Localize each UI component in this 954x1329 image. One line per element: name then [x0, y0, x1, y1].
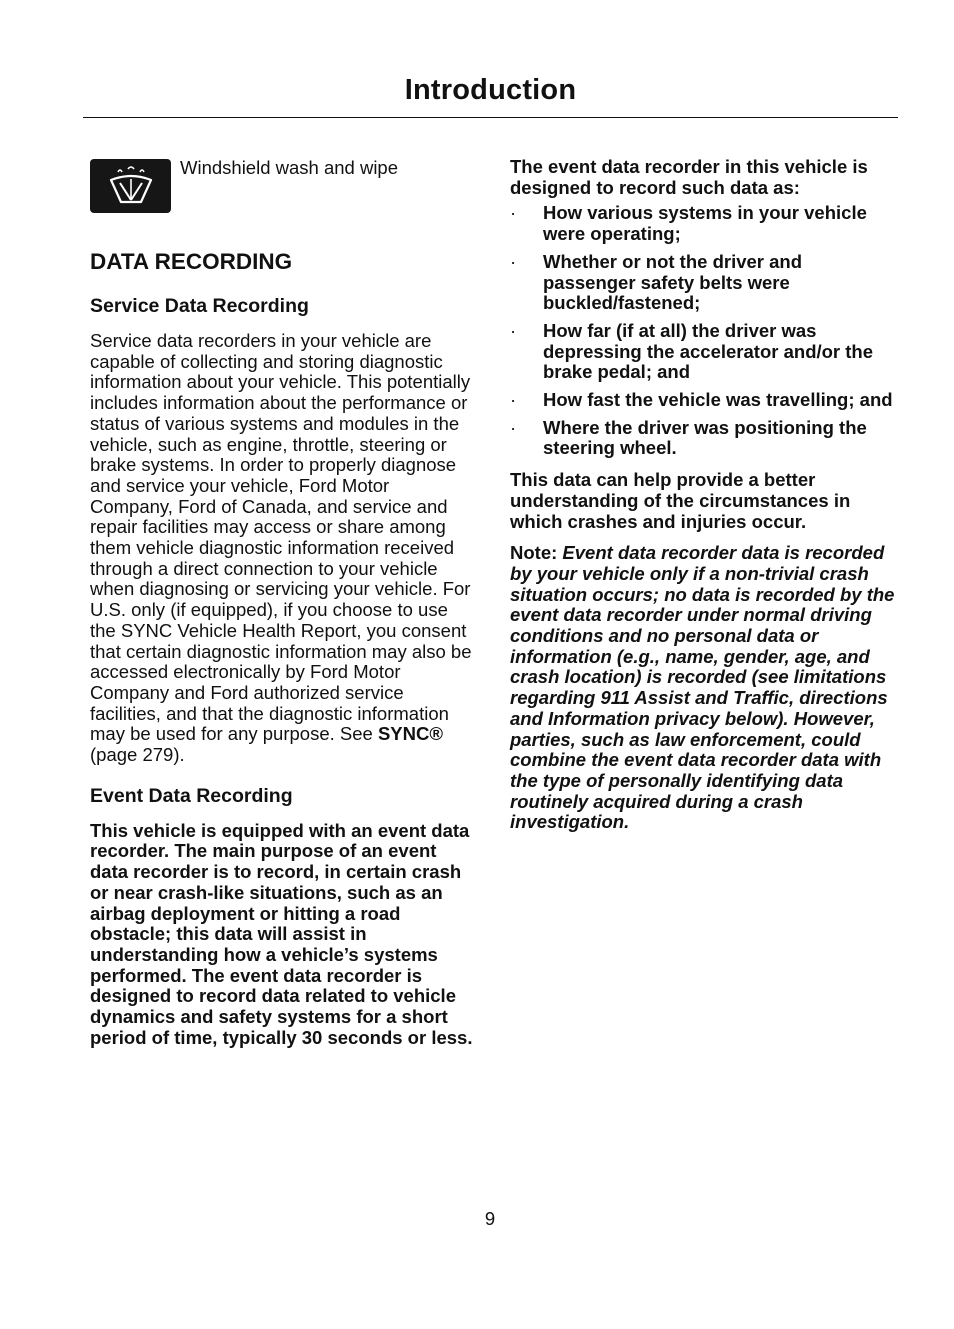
subheading-service-data-recording: Service Data Recording [90, 295, 309, 317]
list-item-text: How far (if at all) the driver was depressing the accelerator and/or the brake pedal; and [543, 319, 874, 383]
left-column [90, 156, 474, 1049]
sync-reference-link[interactable]: SYNC® [377, 723, 443, 745]
right-column [510, 156, 896, 833]
header-divider [83, 117, 898, 118]
page-number: 9 [484, 1208, 496, 1229]
bullet-marker: · [510, 250, 517, 272]
bullet-marker: · [510, 202, 517, 224]
windshield-wash-wipe-icon [90, 159, 171, 213]
list-item [510, 321, 896, 383]
note-label: Note: [510, 542, 558, 564]
list-item-text: How various systems in your vehicle were operating; [543, 202, 867, 245]
list-item-text: How fast the vehicle was travelling; and [543, 389, 893, 411]
symbol-row [90, 156, 474, 216]
note-text: Event data recorder data is recorded by your vehicle only if a non-trivial crash situation occurs; no data is recorded by the event data recorder under normal driving conditions and no personal data or information (e.g., name, gender, age, and crash location) is recorded (see limitations regarding 911 Assist and Traffic, directions and Information privacy below). However, parties, such as law enforcement, could combine the event data recorder data with the type of personally identifying data routinely acquired during a crash investigation. [510, 542, 895, 833]
list-item [510, 203, 896, 244]
event-data-paragraph: This vehicle is equipped with an event data recorder. The main purpose of an event data recorder is to record, in certain crash or near crash-like situations, such as an airbag deployment or hitting a road obstacle; this data will assist in understanding how a vehicle’s systems performed. The event data recorder is designed to record data related to vehicle dynamics and safety systems for a short period of time, typically 30 seconds or less. [90, 819, 473, 1048]
event-recorder-intro: The event data recorder in this vehicle is designed to record such data as: [510, 156, 868, 198]
bullet-marker: · [510, 319, 517, 341]
bullet-marker: · [510, 389, 517, 411]
list-item [510, 252, 896, 314]
list-item [510, 390, 896, 411]
service-data-paragraph [90, 331, 474, 766]
service-data-text: Service data recorders in your vehicle are capable of collecting and storing diagnostic information about your vehicle. This potentially includes information about the performance or status of various systems and modules in the vehicle, such as engine, throttle, steering or brake systems. In order to properly diagnose and service your vehicle, Ford Motor Company, Ford of Canada, and service and repair facilities may access or share among them vehicle diagnostic information received through a direct connection to your vehicle when diagnosing or servicing your vehicle. For U.S. only (if equipped), if you choose to use the SYNC Vehicle Health Report, you consent that certain diagnostic information may also be accessed electronically by Ford Motor Company and Ford authorized service facilities, and that the diagnostic information may be used for any purpose. See [90, 330, 472, 745]
list-item [510, 418, 896, 459]
subheading-event-data-recording: Event Data Recording [90, 784, 293, 807]
symbol-label: Windshield wash and wipe [180, 157, 399, 178]
sync-page-reference: (page 279). [90, 744, 185, 766]
recorded-data-list [510, 203, 896, 459]
list-item-text: Whether or not the driver and passenger safety belts were buckled/fastened; [543, 250, 803, 314]
note-paragraph [510, 543, 896, 833]
list-item-text: Where the driver was positioning the steering wheel. [543, 416, 867, 459]
windshield-wash-wipe-icon-graphic [106, 164, 156, 208]
crash-understanding-paragraph: This data can help provide a better understanding of the circumstances in which crashes and injuries occur. [510, 469, 851, 532]
page-header [83, 70, 898, 110]
bullet-marker: · [510, 416, 517, 438]
section-heading-data-recording: DATA RECORDING [90, 249, 293, 274]
page-title: Introduction [404, 74, 577, 106]
